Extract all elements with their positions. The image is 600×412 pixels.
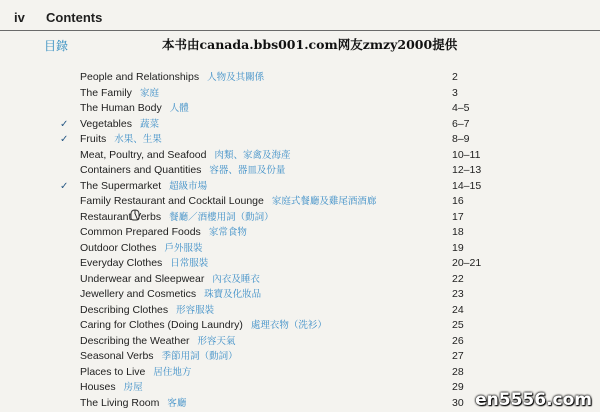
toc-entry[interactable] <box>0 86 600 102</box>
toc-entry[interactable] <box>0 287 600 303</box>
toc-entry-title: Restaurant Verbs <box>80 210 162 223</box>
toc-entry-title: The Human Body <box>80 102 162 114</box>
toc-entry-text <box>80 117 159 133</box>
toc-entry[interactable] <box>0 194 600 210</box>
toc-entry[interactable] <box>0 210 600 226</box>
toc-entry[interactable] <box>0 349 600 365</box>
toc-entry-title: Describing Clothes <box>80 303 169 316</box>
toc-entry-page: 8–9 <box>452 133 470 145</box>
toc-entry[interactable] <box>0 334 600 350</box>
toc-entry[interactable] <box>0 117 600 133</box>
toc-entry-chinese: 水果、生果 <box>114 134 162 145</box>
toc-entry-text <box>80 148 290 164</box>
chinese-title: 目錄 <box>44 39 69 53</box>
toc-entry-text <box>80 70 264 86</box>
toc-entry-text <box>80 225 247 241</box>
toc-entry-page: 2 <box>452 71 458 83</box>
toc-entry-title: Fruits <box>80 133 107 145</box>
toc-entry-chinese: 房屋 <box>123 382 143 393</box>
toc-entry-title: Family Restaurant and Cocktail Lounge <box>80 195 264 207</box>
toc-entry-page: 12–13 <box>452 164 482 176</box>
toc-entry-text <box>80 334 236 350</box>
toc-entry-title: The Supermarket <box>80 179 162 192</box>
toc-entry-text <box>80 380 143 396</box>
toc-entry[interactable] <box>0 241 600 257</box>
toc-entry-page: 24 <box>452 303 464 316</box>
toc-entry-chinese: 形容服裝 <box>176 304 215 316</box>
toc-entry-chinese: 客廳 <box>167 397 187 409</box>
toc-entry[interactable] <box>0 272 600 288</box>
toc-entry[interactable] <box>0 365 600 381</box>
toc-entry-chinese: 珠寶及化妝品 <box>204 289 262 300</box>
toc-entry-text <box>80 132 162 148</box>
toc-entry-chinese: 餐廳／酒樓用詞（動詞） <box>169 211 274 223</box>
toc-entry-title: Houses <box>80 381 116 393</box>
toc-entry-chinese: 人體 <box>169 103 189 114</box>
toc-entry-page: 22 <box>452 272 464 285</box>
toc-entry[interactable] <box>0 303 600 319</box>
toc-entry-page: 16 <box>452 195 464 207</box>
toc-entry-text <box>80 256 208 272</box>
toc-entry-text <box>80 194 376 210</box>
toc-entry-title: Outdoor Clothes <box>80 241 157 254</box>
toc-entry[interactable] <box>0 163 600 179</box>
toc-entry-page: 25 <box>452 319 464 331</box>
toc-entry-chinese: 肉類、家禽及海產 <box>214 149 291 161</box>
toc-entry-text <box>80 86 159 102</box>
toc-entry-title: Places to Live <box>80 365 146 378</box>
toc-entry-text <box>80 396 186 412</box>
page-title: Contents <box>46 10 103 25</box>
toc-entry-chinese: 家庭式餐廳及雞尾酒酒廊 <box>271 196 377 207</box>
toc-entry-page: 23 <box>452 288 464 300</box>
toc-entry-title: Seasonal Verbs <box>80 350 154 362</box>
toc-entry-text <box>80 287 261 303</box>
toc-entry-chinese: 蔬菜 <box>139 118 159 130</box>
toc-entry-text <box>80 163 285 179</box>
toc-entry-title: Meat, Poultry, and Seafood <box>80 148 207 161</box>
toc-entry-page: 14–15 <box>452 179 482 192</box>
toc-entry-title: Jewellery and Cosmetics <box>80 288 197 300</box>
toc-entry-page: 10–11 <box>452 148 481 161</box>
toc-entry-page: 19 <box>452 241 464 254</box>
toc-entry[interactable] <box>0 225 600 241</box>
toc-entry-chinese: 處理衣物（洗衫） <box>250 320 327 331</box>
page-number: iv <box>14 10 25 25</box>
toc-entry-chinese: 家常食物 <box>208 227 247 238</box>
toc-entry-chinese: 超級市場 <box>169 180 208 192</box>
toc-entry-title: Caring for Clothes (Doing Laundry) <box>80 319 243 331</box>
toc-entry-page: 18 <box>452 226 464 238</box>
toc-entry[interactable] <box>0 70 600 86</box>
toc-entry-title: People and Relationships <box>80 71 200 83</box>
toc-entry-chinese: 內衣及睡衣 <box>212 273 260 285</box>
toc-entry-page: 6–7 <box>452 117 470 130</box>
cursor-icon <box>130 209 140 221</box>
toc-entry-chinese: 日常服裝 <box>170 258 209 269</box>
toc-entry-title: Common Prepared Foods <box>80 226 201 238</box>
toc-entry-page: 20–21 <box>452 257 482 269</box>
toc-entry-title: Underwear and Sleepwear <box>80 272 205 285</box>
checkmark-icon: ✓ <box>60 134 69 145</box>
toc-entry-chinese: 家庭 <box>139 87 159 99</box>
toc-entry-text <box>80 303 214 319</box>
toc-entry[interactable] <box>0 101 600 117</box>
toc-entry-page: 28 <box>452 365 464 378</box>
checkmark-icon: ✓ <box>60 180 69 192</box>
toc-entry-chinese: 人物及其關係 <box>207 72 265 83</box>
toc-entry-text <box>80 272 260 288</box>
toc-entry-page: 17 <box>452 210 464 223</box>
toc-entry-title: Containers and Quantities <box>80 164 202 176</box>
toc-entry-text <box>80 179 207 195</box>
toc-entry[interactable] <box>0 132 600 148</box>
toc-entry-title: Everyday Clothes <box>80 257 163 269</box>
toc-entry-page: 3 <box>452 86 458 99</box>
toc-entry-text <box>80 241 202 257</box>
toc-entry-chinese: 容器、器皿及份量 <box>209 165 286 176</box>
header-rule <box>0 30 600 31</box>
toc-entry-title: The Living Room <box>80 396 160 409</box>
toc-entry-title: Vegetables <box>80 117 132 130</box>
toc-entry-page: 27 <box>452 350 464 362</box>
toc-entry-title: The Family <box>80 86 132 99</box>
toc-entry-chinese: 戶外服裝 <box>164 242 203 254</box>
toc-entry-text <box>80 101 189 117</box>
watermark-text: 本书由canada.bbs001.com网友zmzy2000提供 <box>162 37 458 52</box>
toc-entry-page: 26 <box>452 334 464 347</box>
toc-entry-page: 30 <box>452 396 464 409</box>
toc-entry-text <box>80 318 327 334</box>
toc-entry[interactable] <box>0 148 600 164</box>
toc-entry-chinese: 季節用詞（動詞） <box>161 351 238 362</box>
toc-entry-page: 29 <box>452 381 464 393</box>
toc-entry-chinese: 居住地方 <box>153 366 192 378</box>
toc-entry-title: Describing the Weather <box>80 334 190 347</box>
toc-entry[interactable] <box>0 318 600 334</box>
toc-entry-chinese: 形容天氣 <box>197 335 236 347</box>
checkmark-icon: ✓ <box>60 118 69 130</box>
site-watermark: en5556.com <box>475 390 592 410</box>
toc-entry-text <box>80 365 191 381</box>
toc-entry[interactable] <box>0 256 600 272</box>
toc-entry-text <box>80 349 238 365</box>
toc-entry-text <box>80 210 274 226</box>
toc-entry[interactable] <box>0 179 600 195</box>
toc-entry-page: 4–5 <box>452 102 470 114</box>
